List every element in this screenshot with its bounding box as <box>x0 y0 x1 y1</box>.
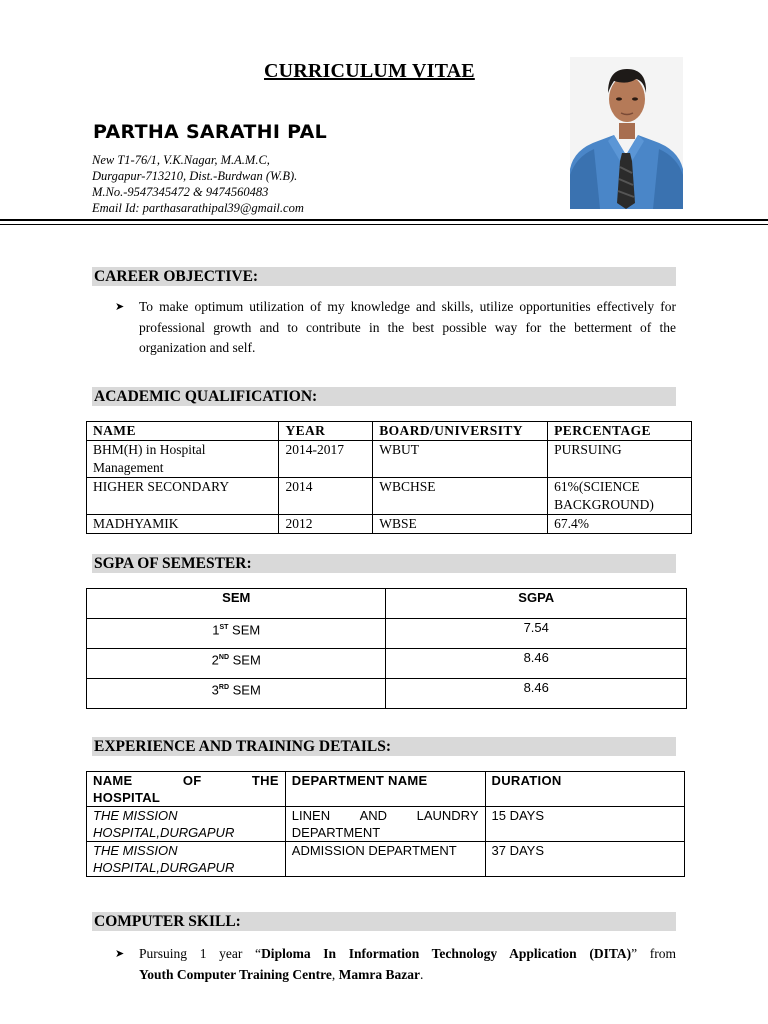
semester-number: 2 <box>211 652 219 668</box>
profile-photo <box>570 57 683 209</box>
table-row <box>87 619 687 649</box>
hospital-cell <box>87 842 286 877</box>
semester-cell <box>87 649 386 679</box>
section-heading-career: CAREER OBJECTIVE: <box>92 267 676 286</box>
column-header: DEPARTMENT NAME <box>285 772 485 807</box>
career-objective-text: To make optimum utilization of my knowledge and skills, utilize opportunities effectively for professional growth and to contribute in the best possible way for the betterment of the organization and self. <box>139 299 676 355</box>
department-word: AND <box>359 808 388 823</box>
table-cell: BHM(H) in Hospital Management <box>87 441 279 478</box>
table-cell: 67.4% <box>548 515 692 534</box>
ordinal-suffix: ST <box>219 624 229 631</box>
ordinal-suffix: RD <box>218 684 230 691</box>
duration-cell: 15 DAYS <box>485 807 684 842</box>
column-header-hospital <box>87 772 286 807</box>
semester-number: 3 <box>211 682 219 698</box>
address-line: New T1-76/1, V.K.Nagar, M.A.M.C, <box>92 153 270 167</box>
hospital-line: HOSPITAL,DURGAPUR <box>93 860 235 875</box>
section-heading-sgpa: SGPA OF SEMESTER: <box>92 554 676 573</box>
column-header: SGPA <box>386 589 687 619</box>
academic-table <box>86 421 692 534</box>
skill-text: ” from <box>631 946 677 961</box>
department-line <box>292 807 479 824</box>
computer-skill <box>115 944 676 985</box>
training-centre: Youth Computer Training Centre <box>139 966 332 982</box>
ordinal-suffix: ND <box>218 654 230 661</box>
table-cell: MADHYAMIK <box>87 515 279 534</box>
phone-line: M.No.-9547345472 & 9474560483 <box>92 185 269 199</box>
table-row <box>87 441 692 478</box>
header-word: NAME <box>93 773 133 788</box>
address-line: Durgapur-713210, Dist.-Burdwan (W.B). <box>92 169 298 183</box>
contact-address <box>92 152 304 216</box>
semester-label: SEM <box>229 682 261 698</box>
table-cell: PURSUING <box>548 441 692 478</box>
email-line: Email Id: parthasarathipal39@gmail.com <box>92 201 304 215</box>
document-title: CURRICULUM VITAE <box>264 60 475 82</box>
column-header: BOARD/UNIVERSITY <box>373 422 548 441</box>
department-word: LINEN <box>291 808 331 823</box>
hospital-cell <box>87 807 286 842</box>
bullet-arrow-icon: ➤ <box>115 948 125 960</box>
semester-label: SEM <box>228 622 261 638</box>
semester-cell <box>87 679 386 709</box>
career-objective <box>115 297 676 359</box>
diploma-name: Diploma In Information Technology Application (DITA) <box>261 946 632 961</box>
hospital-line: HOSPITAL,DURGAPUR <box>93 825 235 840</box>
bullet-arrow-icon: ➤ <box>115 301 125 313</box>
column-header: SEM <box>87 589 386 619</box>
experience-table <box>86 771 685 877</box>
table-row <box>87 842 685 877</box>
table-cell: 2012 <box>279 515 373 534</box>
column-header: NAME <box>87 422 279 441</box>
table-header-row <box>87 422 692 441</box>
sgpa-value: 7.54 <box>386 619 687 649</box>
semester-number: 1 <box>212 622 220 638</box>
sgpa-value: 8.46 <box>386 679 687 709</box>
table-cell: HIGHER SECONDARY <box>87 478 279 515</box>
semester-cell <box>87 619 386 649</box>
header-line <box>93 772 279 789</box>
table-row <box>87 679 687 709</box>
section-heading-computer: COMPUTER SKILL: <box>92 912 676 931</box>
table-row <box>87 807 685 842</box>
header-word: OF <box>182 773 202 788</box>
table-header-row <box>87 589 687 619</box>
skill-text: . <box>419 966 424 982</box>
header-rule <box>0 224 768 225</box>
column-header: PERCENTAGE <box>548 422 692 441</box>
skill-line <box>139 944 676 965</box>
table-cell: 61%(SCIENCE BACKGROUND) <box>548 478 692 515</box>
table-cell: 2014-2017 <box>279 441 373 478</box>
table-cell: WBUT <box>373 441 548 478</box>
table-cell: WBCHSE <box>373 478 548 515</box>
semester-label: SEM <box>229 652 261 668</box>
table-header-row <box>87 772 685 807</box>
header-word: THE <box>251 773 279 788</box>
header-rule <box>0 219 768 221</box>
column-header: YEAR <box>279 422 373 441</box>
candidate-name: PARTHA SARATHI PAL <box>93 121 328 143</box>
hospital-line: THE MISSION <box>93 843 178 858</box>
header-word: HOSPITAL <box>93 790 161 805</box>
duration-cell: 37 DAYS <box>485 842 684 877</box>
table-row <box>87 515 692 534</box>
department-cell: ADMISSION DEPARTMENT <box>285 842 485 877</box>
skill-text: Pursuing 1 year “ <box>139 946 262 961</box>
centre-location: Mamra Bazar <box>338 966 420 982</box>
table-row <box>87 649 687 679</box>
portrait-illustration <box>570 57 683 209</box>
table-row <box>87 478 692 515</box>
skill-line <box>139 965 676 986</box>
column-header: DURATION <box>485 772 684 807</box>
computer-skill-text <box>139 944 676 985</box>
sgpa-value: 8.46 <box>386 649 687 679</box>
skill-text: , <box>331 966 339 982</box>
department-line: DEPARTMENT <box>291 825 381 840</box>
section-heading-academic: ACADEMIC QUALIFICATION: <box>92 387 676 406</box>
hospital-line: THE MISSION <box>93 808 178 823</box>
section-heading-experience: EXPERIENCE AND TRAINING DETAILS: <box>92 737 676 756</box>
table-cell: 2014 <box>279 478 373 515</box>
table-cell: WBSE <box>373 515 548 534</box>
sgpa-table <box>86 588 687 709</box>
department-cell <box>285 807 485 842</box>
department-word: LAUNDRY <box>416 808 479 823</box>
